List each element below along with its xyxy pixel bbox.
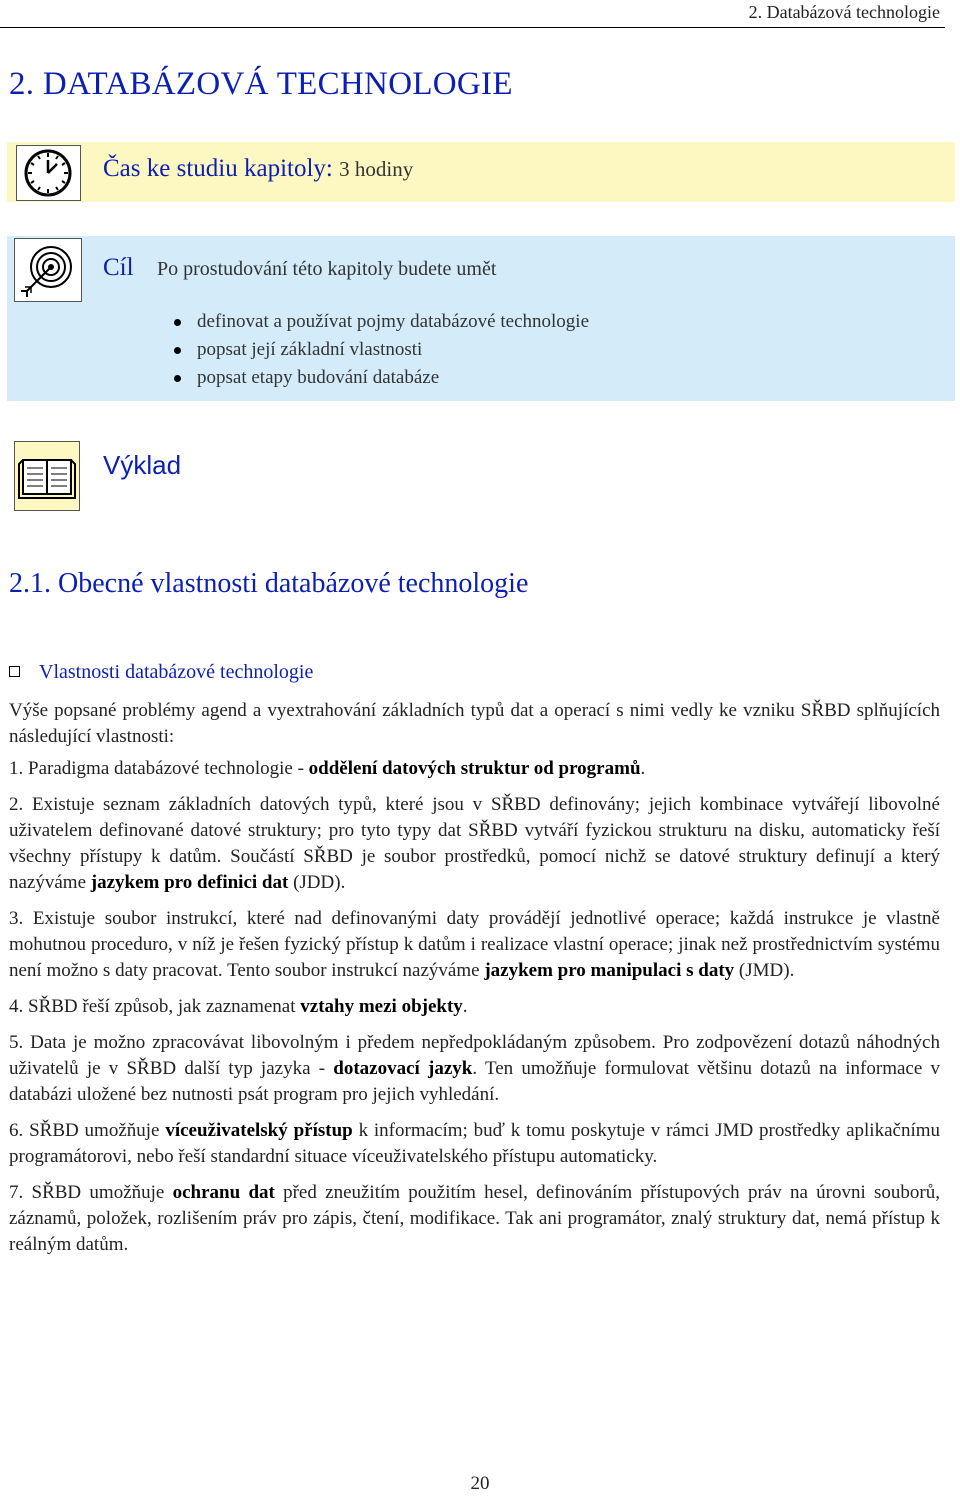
paragraph-5 xyxy=(9,1030,940,1108)
paragraph-7-emphasis: ochranu dat xyxy=(172,1182,275,1203)
target-icon xyxy=(14,238,82,302)
paragraph-7 xyxy=(9,1180,940,1258)
body-text xyxy=(9,698,940,1268)
goal-intro: Po prostudování této kapitoly budete umět xyxy=(157,258,497,280)
paragraph-4-text: 4. SŘBD řeší způsob, jak zaznamenat xyxy=(9,996,301,1017)
goal-label: Cíl xyxy=(103,254,134,281)
book-icon xyxy=(14,441,80,511)
explanation-label: Výklad xyxy=(103,450,182,480)
paragraph-6-end: k informacím; buď k tomu poskytuje v rámci JMD prostředky aplikačnímu programátorovi, nebo řeší standardní situace víceuživatelského přístupu automaticky. xyxy=(9,1120,941,1167)
running-header-title: 2. Databázová technologie xyxy=(748,2,940,22)
goal-list xyxy=(172,308,589,392)
paragraph-4 xyxy=(9,994,940,1020)
intro-paragraph: Výše popsané problémy agend a vyextrahování základních typů dat a operací s nimi vedly ke vzniku SŘBD splňujících následující vlastnosti: xyxy=(9,700,940,747)
section-title: 2.1. Obecné vlastnosti databázové technologie xyxy=(9,568,529,599)
paragraph-1 xyxy=(9,756,940,782)
list-item: popsat etapy budování databáze xyxy=(172,364,589,392)
paragraph-4-end: . xyxy=(462,996,468,1017)
goal-box xyxy=(7,236,955,401)
sub-heading xyxy=(9,661,313,684)
paragraph-1-emphasis: oddělení datových struktur od programů xyxy=(308,758,641,779)
paragraph-2 xyxy=(9,792,940,896)
paragraph-3 xyxy=(9,906,940,984)
paragraph-1-end: . xyxy=(640,758,646,779)
list-item: definovat a používat pojmy databázové technologie xyxy=(172,308,589,336)
study-time-separator: : xyxy=(325,155,333,182)
paragraph-5-emphasis: dotazovací jazyk xyxy=(333,1058,473,1079)
clock-icon xyxy=(16,145,81,201)
sub-heading-text: Vlastnosti databázové technologie xyxy=(39,661,314,683)
running-header xyxy=(0,0,945,28)
paragraph-2-text: 2. Existuje seznam základních datových typů, které jsou v SŘBD definovány; jejich kombinace vytvářejí libovolné uživatelem definované datové struktury; pro tyto typy dat SŘBD vytváří fyzickou strukturu na disku, automaticky řeší všechny přístupy k datům. Součástí SŘBD je soubor prostředků, pomocí nichž se datové struktury definují a který nazýváme xyxy=(9,794,940,893)
paragraph-5-text: 5. Data je možno zpracovávat libovolným i předem nepředpokládaným způsobem. Pro zodpovězení dotazů náhodných uživatelů je v SŘBD další typ jazyka - xyxy=(9,1032,940,1079)
chapter-title: 2. DATABÁZOVÁ TECHNOLOGIE xyxy=(9,66,513,102)
paragraph-3-emphasis: jazykem pro manipulaci s daty xyxy=(484,960,735,981)
paragraph-6 xyxy=(9,1118,940,1170)
study-time-value: 3 hodiny xyxy=(339,157,414,181)
paragraph-5-end: . Ten umožňuje formulovat většinu dotazů na informace v databázi uložené bez nutnosti psát program pro jejich vyhledání. xyxy=(9,1058,940,1105)
study-time-label xyxy=(103,155,413,183)
paragraph-2-end: (JDD). xyxy=(288,872,346,893)
page-number: 20 xyxy=(470,1473,490,1494)
study-time-title: Čas ke studiu kapitoly xyxy=(103,155,326,182)
study-time-box xyxy=(7,142,955,202)
paragraph-6-emphasis: víceuživatelský přístup xyxy=(165,1120,353,1141)
checkbox-bullet-icon xyxy=(9,666,20,677)
paragraph-4-emphasis: vztahy mezi objekty xyxy=(300,996,463,1017)
paragraph-2-emphasis: jazykem pro definici dat xyxy=(90,872,289,893)
list-item: popsat její základní vlastnosti xyxy=(172,336,589,364)
paragraph-3-text: 3. Existuje soubor instrukcí, které nad definovanými daty provádějí jednotlivé operace; každá instrukce je vlastně mohutnou proceduro, v níž je řešen fyzický přístup k datům i realizace vlastní operace; jinak než prostřednictvím systému není možno s daty pracovat. Tento soubor instrukcí nazýváme xyxy=(9,908,940,981)
paragraph-7-text: 7. SŘBD umožňuje xyxy=(9,1182,173,1203)
paragraph-6-text: 6. SŘBD umožňuje xyxy=(9,1120,166,1141)
paragraph-3-end: (JMD). xyxy=(734,960,795,981)
paragraph-7-end: před zneužitím použitím hesel, definováním přístupových práv na úrovni souborů, záznamů, položek, rozlišením práv pro zápis, čtení, modifikace. Tak ani programátor, znalý struktury dat, nemá přístup k reálným datům. xyxy=(9,1182,941,1255)
paragraph-1-text: 1. Paradigma databázové technologie - xyxy=(9,758,309,779)
